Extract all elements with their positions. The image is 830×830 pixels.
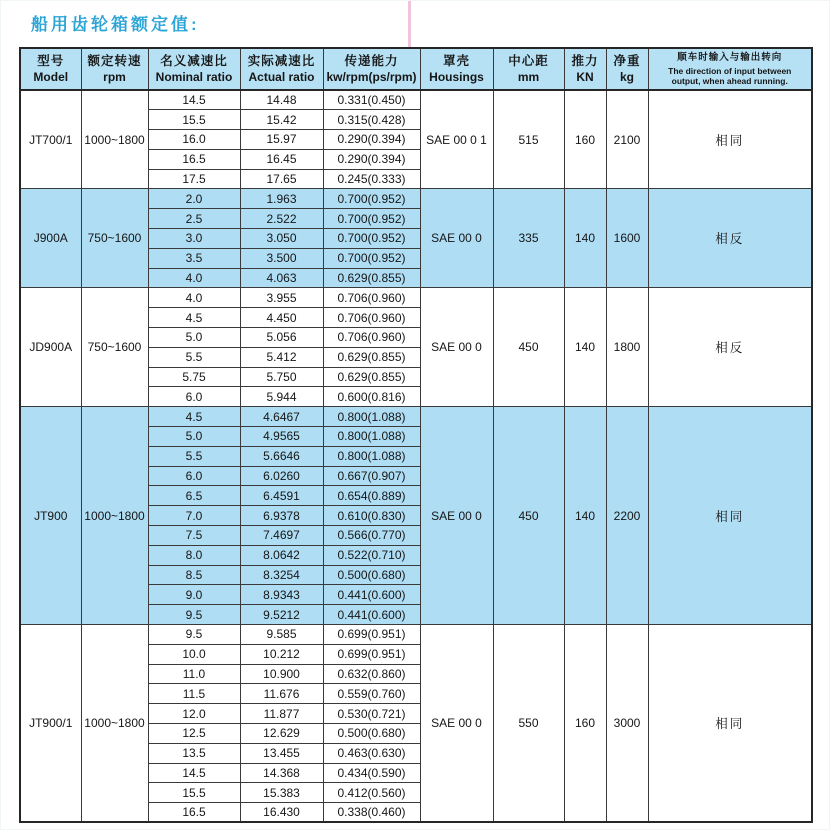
capacity-cell: 0.245(0.333) (323, 169, 420, 189)
rated-speed-cell: 1000~1800 (81, 90, 148, 189)
capacity-cell: 0.800(1.088) (323, 407, 420, 427)
weight-cell: 2200 (606, 407, 648, 625)
actual-ratio-cell: 6.9378 (240, 506, 323, 526)
nominal-ratio-cell: 6.0 (148, 466, 240, 486)
col-header-center-distance (493, 48, 564, 90)
col-header-rpm (81, 48, 148, 90)
capacity-cell: 0.632(0.860) (323, 664, 420, 684)
actual-ratio-cell: 4.6467 (240, 407, 323, 427)
nominal-ratio-cell: 9.0 (148, 585, 240, 605)
capacity-cell: 0.441(0.600) (323, 585, 420, 605)
nominal-ratio-cell: 11.5 (148, 684, 240, 704)
actual-ratio-cell: 12.629 (240, 724, 323, 744)
actual-ratio-cell: 3.050 (240, 229, 323, 249)
model-cell: JD900A (20, 288, 81, 407)
thrust-cell: 140 (564, 288, 606, 407)
housing-cell: SAE 00 0 (420, 189, 493, 288)
housing-cell: SAE 00 0 1 (420, 90, 493, 189)
weight-cell: 1600 (606, 189, 648, 288)
table-row (20, 288, 812, 308)
capacity-cell: 0.700(0.952) (323, 189, 420, 209)
table-row (20, 189, 812, 209)
capacity-cell: 0.566(0.770) (323, 526, 420, 546)
actual-ratio-cell: 5.944 (240, 387, 323, 407)
thrust-cell: 160 (564, 90, 606, 189)
nominal-ratio-cell: 16.5 (148, 803, 240, 823)
nominal-ratio-cell: 2.5 (148, 209, 240, 229)
actual-ratio-cell: 8.0642 (240, 545, 323, 565)
nominal-ratio-cell: 15.5 (148, 783, 240, 803)
actual-ratio-cell: 8.3254 (240, 565, 323, 585)
actual-ratio-cell: 14.48 (240, 90, 323, 110)
capacity-cell: 0.331(0.450) (323, 90, 420, 110)
nominal-ratio-cell: 6.0 (148, 387, 240, 407)
nominal-ratio-cell: 4.5 (148, 407, 240, 427)
col-header-direction-en1: The direction of input between (668, 65, 792, 76)
nominal-ratio-cell: 12.0 (148, 704, 240, 724)
weight-cell: 1800 (606, 288, 648, 407)
capacity-cell: 0.629(0.855) (323, 367, 420, 387)
actual-ratio-cell: 6.0260 (240, 466, 323, 486)
actual-ratio-cell: 13.455 (240, 743, 323, 763)
capacity-cell: 0.699(0.951) (323, 625, 420, 645)
direction-cell: 相反 (648, 189, 812, 288)
col-header-housing-en: Housings (429, 69, 484, 84)
col-header-nominal-ratio-en: Nominal ratio (155, 69, 233, 84)
table-row (20, 407, 812, 427)
col-header-weight-zh: 净重 (613, 53, 641, 68)
actual-ratio-cell: 15.97 (240, 130, 323, 150)
nominal-ratio-cell: 17.5 (148, 169, 240, 189)
actual-ratio-cell: 15.383 (240, 783, 323, 803)
housing-cell: SAE 00 0 (420, 625, 493, 823)
col-header-capacity-en: kw/rpm(ps/rpm) (326, 69, 417, 84)
actual-ratio-cell: 5.412 (240, 347, 323, 367)
actual-ratio-cell: 10.900 (240, 664, 323, 684)
capacity-cell: 0.629(0.855) (323, 268, 420, 288)
actual-ratio-cell: 14.368 (240, 763, 323, 783)
nominal-ratio-cell: 5.0 (148, 427, 240, 447)
col-header-rpm-en: rpm (103, 69, 126, 84)
col-header-capacity-zh: 传递能力 (344, 53, 399, 68)
nominal-ratio-cell: 4.5 (148, 308, 240, 328)
rated-speed-cell: 1000~1800 (81, 407, 148, 625)
nominal-ratio-cell: 4.0 (148, 268, 240, 288)
capacity-cell: 0.610(0.830) (323, 506, 420, 526)
actual-ratio-cell: 6.4591 (240, 486, 323, 506)
col-header-direction-en2: output, when ahead running. (671, 76, 788, 87)
ratings-table-body (20, 90, 812, 822)
capacity-cell: 0.700(0.952) (323, 229, 420, 249)
col-header-capacity (323, 48, 420, 90)
actual-ratio-cell: 16.430 (240, 803, 323, 823)
capacity-cell: 0.530(0.721) (323, 704, 420, 724)
rated-speed-cell: 750~1600 (81, 189, 148, 288)
capacity-cell: 0.706(0.960) (323, 288, 420, 308)
nominal-ratio-cell: 3.5 (148, 248, 240, 268)
weight-cell: 2100 (606, 90, 648, 189)
nominal-ratio-cell: 3.0 (148, 229, 240, 249)
col-header-model (20, 48, 81, 90)
nominal-ratio-cell: 16.5 (148, 149, 240, 169)
nominal-ratio-cell: 14.5 (148, 763, 240, 783)
col-header-weight (606, 48, 648, 90)
thrust-cell: 160 (564, 625, 606, 823)
col-header-direction-zh: 顺车时输入与输出转向 (677, 52, 783, 64)
housing-cell: SAE 00 0 (420, 288, 493, 407)
col-header-rpm-zh: 额定转速 (87, 53, 142, 68)
col-header-center-distance-en: mm (517, 69, 540, 84)
capacity-cell: 0.706(0.960) (323, 308, 420, 328)
capacity-cell: 0.706(0.960) (323, 328, 420, 348)
capacity-cell: 0.699(0.951) (323, 644, 420, 664)
capacity-cell: 0.441(0.600) (323, 605, 420, 625)
capacity-cell: 0.500(0.680) (323, 724, 420, 744)
col-header-direction (648, 48, 812, 90)
center-distance-cell: 515 (493, 90, 564, 189)
nominal-ratio-cell: 5.0 (148, 328, 240, 348)
nominal-ratio-cell: 13.5 (148, 743, 240, 763)
actual-ratio-cell: 5.6646 (240, 446, 323, 466)
capacity-cell: 0.290(0.394) (323, 149, 420, 169)
table-row (20, 90, 812, 110)
nominal-ratio-cell: 7.5 (148, 526, 240, 546)
center-distance-cell: 450 (493, 288, 564, 407)
model-cell: JT900 (20, 407, 81, 625)
center-distance-cell: 450 (493, 407, 564, 625)
actual-ratio-cell: 11.877 (240, 704, 323, 724)
page-title: 船用齿轮箱额定值: (31, 15, 200, 34)
actual-ratio-cell: 15.42 (240, 110, 323, 130)
actual-ratio-cell: 5.056 (240, 328, 323, 348)
actual-ratio-cell: 10.212 (240, 644, 323, 664)
capacity-cell: 0.463(0.630) (323, 743, 420, 763)
actual-ratio-cell: 3.500 (240, 248, 323, 268)
capacity-cell: 0.600(0.816) (323, 387, 420, 407)
model-cell: J900A (20, 189, 81, 288)
nominal-ratio-cell: 7.0 (148, 506, 240, 526)
col-header-nominal-ratio (148, 48, 240, 90)
nominal-ratio-cell: 4.0 (148, 288, 240, 308)
nominal-ratio-cell: 9.5 (148, 625, 240, 645)
actual-ratio-cell: 5.750 (240, 367, 323, 387)
col-header-actual-ratio-zh: 实际减速比 (247, 53, 316, 68)
nominal-ratio-cell: 9.5 (148, 605, 240, 625)
housing-cell: SAE 00 0 (420, 407, 493, 625)
direction-cell: 相同 (648, 90, 812, 189)
model-cell: JT900/1 (20, 625, 81, 823)
capacity-cell: 0.412(0.560) (323, 783, 420, 803)
center-distance-cell: 335 (493, 189, 564, 288)
capacity-cell: 0.700(0.952) (323, 209, 420, 229)
nominal-ratio-cell: 11.0 (148, 664, 240, 684)
col-header-weight-en: kg (619, 69, 634, 84)
col-header-thrust-en: KN (576, 69, 594, 84)
capacity-cell: 0.800(1.088) (323, 427, 420, 447)
actual-ratio-cell: 4.9565 (240, 427, 323, 447)
capacity-cell: 0.434(0.590) (323, 763, 420, 783)
actual-ratio-cell: 7.4697 (240, 526, 323, 546)
table-header-row (20, 48, 812, 90)
col-header-nominal-ratio-zh: 名义减速比 (160, 53, 228, 68)
nominal-ratio-cell: 6.5 (148, 486, 240, 506)
nominal-ratio-cell: 16.0 (148, 130, 240, 150)
actual-ratio-cell: 4.063 (240, 268, 323, 288)
direction-cell: 相同 (648, 625, 812, 823)
actual-ratio-cell: 9.5212 (240, 605, 323, 625)
nominal-ratio-cell: 8.5 (148, 565, 240, 585)
actual-ratio-cell: 11.676 (240, 684, 323, 704)
nominal-ratio-cell: 5.75 (148, 367, 240, 387)
actual-ratio-cell: 8.9343 (240, 585, 323, 605)
nominal-ratio-cell: 2.0 (148, 189, 240, 209)
capacity-cell: 0.700(0.952) (323, 248, 420, 268)
capacity-cell: 0.290(0.394) (323, 130, 420, 150)
capacity-cell: 0.338(0.460) (323, 803, 420, 823)
table-row (20, 625, 812, 645)
capacity-cell: 0.559(0.760) (323, 684, 420, 704)
thrust-cell: 140 (564, 407, 606, 625)
direction-cell: 相同 (648, 407, 812, 625)
capacity-cell: 0.315(0.428) (323, 110, 420, 130)
col-header-thrust (564, 48, 606, 90)
nominal-ratio-cell: 5.5 (148, 446, 240, 466)
scan-artifact-line (408, 1, 411, 48)
rated-speed-cell: 1000~1800 (81, 625, 148, 823)
col-header-model-en: Model (33, 69, 69, 84)
thrust-cell: 140 (564, 189, 606, 288)
center-distance-cell: 550 (493, 625, 564, 823)
col-header-housing-zh: 罩壳 (442, 53, 470, 68)
capacity-cell: 0.522(0.710) (323, 545, 420, 565)
nominal-ratio-cell: 8.0 (148, 545, 240, 565)
actual-ratio-cell: 4.450 (240, 308, 323, 328)
col-header-housing (420, 48, 493, 90)
direction-cell: 相反 (648, 288, 812, 407)
actual-ratio-cell: 16.45 (240, 149, 323, 169)
actual-ratio-cell: 17.65 (240, 169, 323, 189)
model-cell: JT700/1 (20, 90, 81, 189)
col-header-thrust-zh: 推力 (571, 53, 599, 68)
actual-ratio-cell: 9.585 (240, 625, 323, 645)
weight-cell: 3000 (606, 625, 648, 823)
nominal-ratio-cell: 15.5 (148, 110, 240, 130)
capacity-cell: 0.667(0.907) (323, 466, 420, 486)
actual-ratio-cell: 3.955 (240, 288, 323, 308)
capacity-cell: 0.654(0.889) (323, 486, 420, 506)
capacity-cell: 0.500(0.680) (323, 565, 420, 585)
rated-speed-cell: 750~1600 (81, 288, 148, 407)
col-header-model-zh: 型号 (37, 53, 65, 68)
actual-ratio-cell: 1.963 (240, 189, 323, 209)
nominal-ratio-cell: 5.5 (148, 347, 240, 367)
nominal-ratio-cell: 12.5 (148, 724, 240, 744)
gearbox-ratings-table (19, 47, 813, 823)
actual-ratio-cell: 2.522 (240, 209, 323, 229)
col-header-actual-ratio-en: Actual ratio (248, 69, 315, 84)
col-header-center-distance-zh: 中心距 (508, 53, 549, 68)
capacity-cell: 0.800(1.088) (323, 446, 420, 466)
nominal-ratio-cell: 14.5 (148, 90, 240, 110)
col-header-actual-ratio (240, 48, 323, 90)
nominal-ratio-cell: 10.0 (148, 644, 240, 664)
capacity-cell: 0.629(0.855) (323, 347, 420, 367)
